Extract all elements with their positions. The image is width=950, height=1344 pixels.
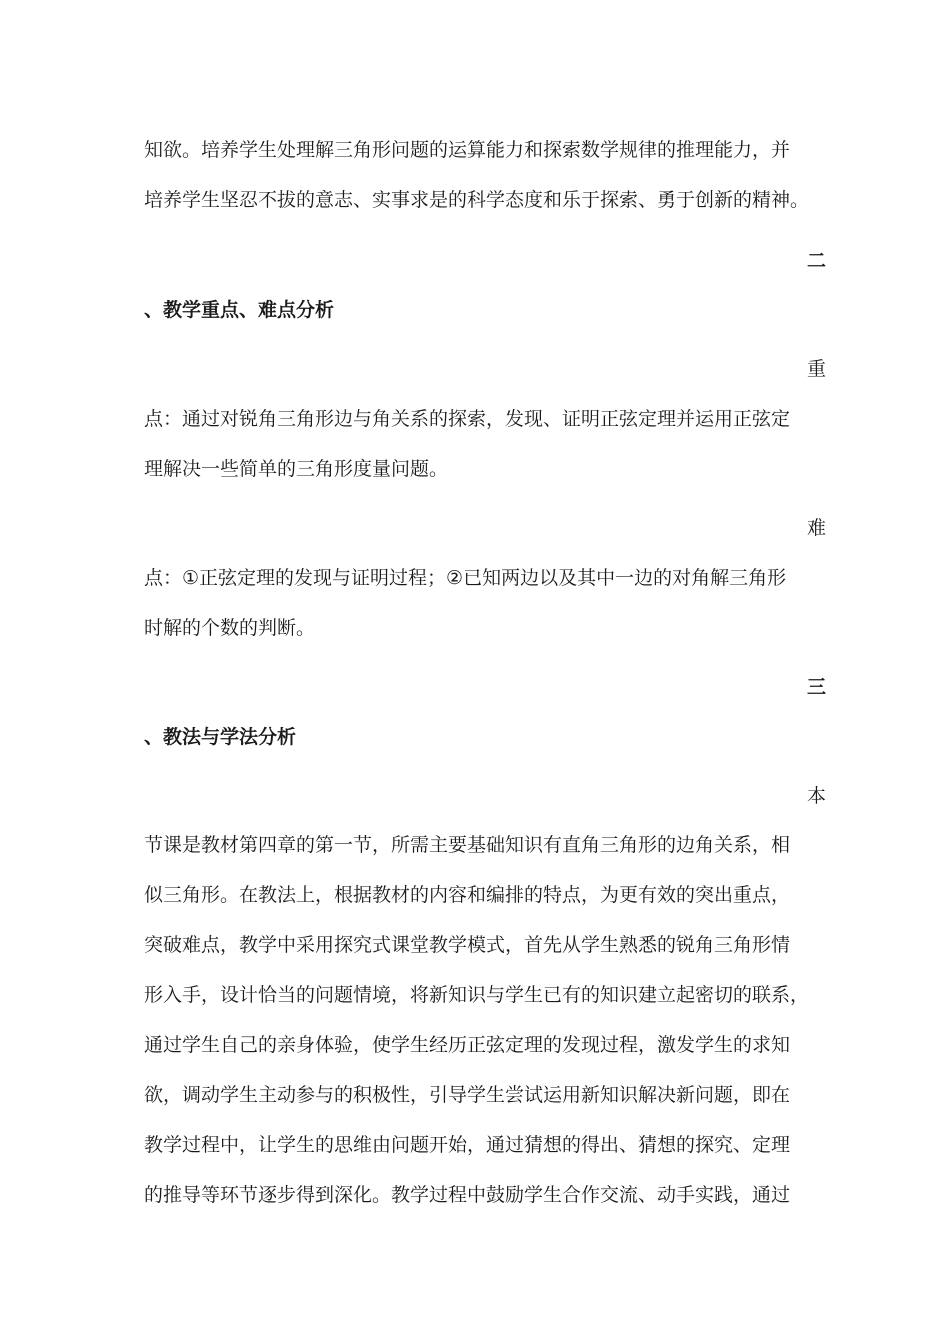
body-text-line: 理解决一些简单的三角形度量问题。 (144, 458, 449, 480)
paragraph-lead-char: 难 (806, 517, 826, 539)
body-text-line: 通过学生自己的亲身体验，使学生经历正弦定理的发现过程，激发学生的求知 (144, 1034, 791, 1056)
body-text-line: 点：通过对锐角三角形边与角关系的探索，发现、证明正弦定理并运用正弦定 (144, 408, 791, 430)
body-text-line: 似三角形。在教法上，根据教材的内容和编排的特点，为更有效的突出重点， (144, 884, 791, 906)
body-text-line: 知欲。培养学生处理解三角形问题的运算能力和探索数学规律的推理能力，并 (144, 139, 791, 161)
body-text-line: 的推导等环节逐步得到深化。教学过程中鼓励学生合作交流、动手实践，通过 (144, 1184, 791, 1206)
body-text-line: 形入手，设计恰当的问题情境，将新知识与学生已有的知识建立起密切的联系， (144, 984, 810, 1006)
paragraph-lead-char: 重 (806, 358, 826, 380)
body-text-line: 培养学生坚忍不拔的意志、实事求是的科学态度和乐于探索、勇于创新的精神。 (144, 189, 810, 211)
section-number: 三 (806, 676, 826, 698)
section-heading: 、教学重点、难点分析 (144, 299, 335, 321)
paragraph-lead-char: 本 (806, 785, 826, 807)
body-text-line: 突破难点，教学中采用探究式课堂教学模式，首先从学生熟悉的锐角三角形情 (144, 934, 791, 956)
section-number: 二 (806, 250, 826, 272)
section-heading: 、教法与学法分析 (144, 726, 297, 748)
body-text-line: 节课是教材第四章的第一节，所需主要基础知识有直角三角形的边角关系，相 (144, 834, 791, 856)
body-text-line: 欲，调动学生主动参与的积极性，引导学生尝试运用新知识解决新问题，即在 (144, 1084, 791, 1106)
body-text-line: 点：①正弦定理的发现与证明过程；②已知两边以及其中一边的对角解三角形 (144, 567, 787, 589)
body-text-line: 教学过程中，让学生的思维由问题开始，通过猜想的得出、猜想的探究、定理 (144, 1134, 791, 1156)
body-text-line: 时解的个数的判断。 (144, 617, 316, 639)
